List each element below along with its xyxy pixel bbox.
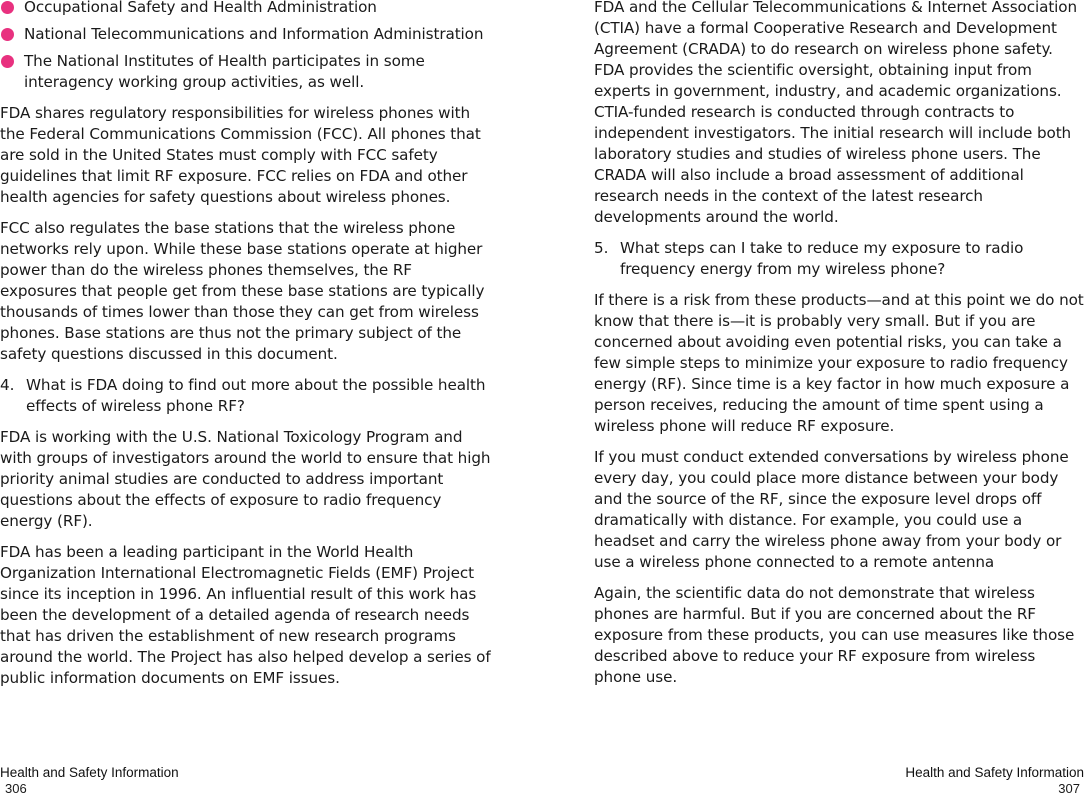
bullet-dot-icon [1, 55, 14, 68]
question-text: What steps can I take to reduce my exposure to radio frequency energy from my wireless phone? [620, 239, 1024, 278]
page-number-right: 307 [1058, 781, 1080, 796]
bullet-dot-icon [1, 1, 14, 14]
question-heading [594, 238, 1084, 280]
paragraph: FDA has been a leading participant in the World Health Organization International Electromagnetic Fields (EMF) Project since its inception in 1996. An influential result of this work has been the development of a detailed agenda of research needs that has driven the establishment of new research programs around the world. The Project has also helped develop a series of public information documents on EMF issues. [0, 543, 491, 687]
bullet-dot-icon [1, 28, 14, 41]
question-heading [0, 375, 492, 417]
bullet-text: The National Institutes of Health participates in some interagency working group activities, as well. [24, 52, 425, 91]
question-number: 5. [594, 239, 609, 257]
bullet-item [0, 51, 492, 93]
question-number: 4. [0, 376, 15, 394]
bullet-item [0, 0, 492, 18]
right-page [594, 0, 1084, 698]
paragraph: FDA shares regulatory responsibilities for wireless phones with the Federal Communications Commission (FCC). All phones that are sold in the United States must comply with FCC safety guidelines that limit RF exposure. FCC relies on FDA and other health agencies for safety questions about wireless phones. [0, 104, 481, 206]
bullet-item [0, 24, 492, 45]
agency-bullet-list [0, 0, 492, 93]
paragraph: Again, the scientific data do not demonstrate that wireless phones are harmful. But if you are concerned about the RF exposure from these products, you can use measures like those described above to reduce your RF exposure from wireless phone use. [594, 584, 1075, 686]
bullet-text: National Telecommunications and Information Administration [24, 25, 484, 43]
question-text: What is FDA doing to find out more about the possible health effects of wireless phone RF? [26, 376, 486, 415]
paragraph: FDA and the Cellular Telecommunications & Internet Association (CTIA) have a formal Cooperative Research and Development Agreement (CRADA) to do research on wireless phone safety. FDA provides the scientific oversight, obtaining input from experts in government, industry, and academic organizations. CTIA-funded research is conducted through contracts to independent investigators. The initial research will include both laboratory studies and studies of wireless phone users. The CRADA will also include a broad assessment of additional research needs in the context of the latest research developments around the world. [594, 0, 1078, 226]
paragraph: If you must conduct extended conversations by wireless phone every day, you could place more distance between your body and the source of the RF, since the exposure level drops off dramatically with distance. For example, you could use a headset and carry the wireless phone away from your body or use a wireless phone connected to a remote antenna [594, 448, 1069, 571]
bullet-text: Occupational Safety and Health Administration [24, 0, 377, 16]
paragraph: If there is a risk from these products—and at this point we do not know that there is—it is probably very small. But if you are concerned about avoiding even potential risks, you can take a few simple steps to minimize your exposure to radio frequency energy (RF). Since time is a key factor in how much exposure a person receives, reducing the amount of time spent using a wireless phone will reduce RF exposure. [594, 291, 1084, 435]
paragraph: FCC also regulates the base stations that the wireless phone networks rely upon. While these base stations operate at higher power than do the wireless phones themselves, the RF exposures that people get from these base stations are typically thousands of times lower than those they can get from wireless phones. Base stations are thus not the primary subject of the safety questions discussed in this document. [0, 219, 485, 363]
page-number-left: 306 [5, 781, 27, 796]
paragraph: FDA is working with the U.S. National Toxicology Program and with groups of investigators around the world to ensure that high priority animal studies are conducted to address important questions about the effects of exposure to radio frequency energy (RF). [0, 428, 491, 530]
left-page [0, 0, 492, 699]
footer-title-right: Health and Safety Information [905, 765, 1084, 780]
footer-title-left: Health and Safety Information [0, 765, 179, 780]
